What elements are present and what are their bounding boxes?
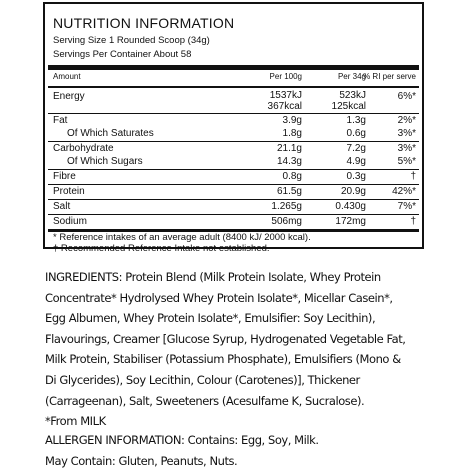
header-ri: % RI per serve (363, 72, 416, 81)
row-per100: 1.265g (271, 201, 302, 212)
row-per100: 0.8g (282, 171, 302, 182)
row-per100: 21.1g (276, 143, 302, 154)
row-per34: 4.9g (346, 156, 366, 167)
row-divider (48, 169, 419, 170)
row-per34: 1.3g (346, 115, 366, 126)
row-ri: 3%* (397, 128, 416, 139)
row-per100-kcal: 367kcal (267, 101, 302, 112)
servings-per-container: Servings Per Container About 58 (53, 49, 192, 60)
row-ri: † (410, 216, 416, 227)
row-per34: 7.2g (346, 143, 366, 154)
row-per100: 3.9g (282, 115, 302, 126)
row-per100: 1537kJ (269, 90, 302, 101)
row-name: Protein (53, 186, 85, 197)
row-name: Energy (53, 91, 85, 102)
row-name: Fat (53, 115, 68, 126)
nutrition-title: NUTRITION INFORMATION (53, 15, 235, 31)
footnote-not-established: † Recommended Reference Intake not established. (53, 243, 270, 254)
row-per34: 172mg (335, 216, 366, 227)
row-divider (48, 113, 419, 114)
row-per34-kcal: 125kcal (331, 101, 366, 112)
row-ri: 2%* (397, 115, 416, 126)
row-ri: 6%* (397, 91, 416, 102)
allergen-text: ALLERGEN INFORMATION: Contains: Egg, Soy, Milk. May Contain: Gluten, Peanuts, Nuts. (45, 433, 319, 468)
row-per34: 0.3g (346, 171, 366, 182)
table-header (45, 72, 422, 85)
row-divider (48, 199, 419, 200)
header-rule (48, 86, 419, 88)
row-ri: 3%* (397, 143, 416, 154)
row-ri: † (410, 171, 416, 182)
row-divider (48, 141, 419, 142)
row-per100: 14.3g (276, 156, 302, 167)
row-name: Sodium (53, 216, 87, 227)
row-name: Of Which Saturates (67, 128, 154, 139)
row-per100: 1.8g (282, 128, 302, 139)
row-per34: 523kJ (339, 90, 366, 101)
thick-rule (48, 65, 419, 70)
row-per34: 0.6g (346, 128, 366, 139)
header-per-100g: Per 100g (269, 72, 302, 81)
row-name: Of Which Sugars (67, 156, 143, 167)
nutrition-panel (43, 2, 424, 254)
serving-size: Serving Size 1 Rounded Scoop (34g) (53, 35, 210, 46)
row-ri: 7%* (397, 201, 416, 212)
ingredients-text: INGREDIENTS: Protein Blend (Milk Protein Isolate, Whey Protein Concentrate* Hydrolysed Whey Protein Isolate*, Micellar Casein*, Egg Albumen, Whey Protein Isolate*, Emulsifier: Soy Lecithin), Flavourings, Creamer [Glucose Syrup, Hydrogenated Vegetable Fat, Milk Protein, Stabiliser (Potassium Phosphate), Emulsifiers (Mono & Di Glycerides), Soy Lecithin, Colour (Carotenes)], Thickener (Carrageenan), Salt, Sweeteners (Acesulfame K, Sucralose). *From MILK (45, 270, 406, 429)
row-per100: 61.5g (276, 186, 302, 197)
header-amount: Amount (53, 72, 81, 81)
row-per100: 506mg (271, 216, 302, 227)
row-per34: 0.430g (335, 201, 366, 212)
row-divider (48, 214, 419, 215)
footnote-reference-intake: * Reference intakes of an average adult (8400 kJ/ 2000 kcal). (53, 232, 311, 243)
row-ri: 42%* (392, 186, 416, 197)
row-name: Carbohydrate (53, 143, 114, 154)
row-ri: 5%* (397, 156, 416, 167)
header-per-34g: Per 34g (337, 72, 366, 81)
row-divider (48, 184, 419, 185)
row-name: Fibre (53, 171, 76, 182)
row-per34: 20.9g (340, 186, 366, 197)
row-name: Salt (53, 201, 71, 212)
